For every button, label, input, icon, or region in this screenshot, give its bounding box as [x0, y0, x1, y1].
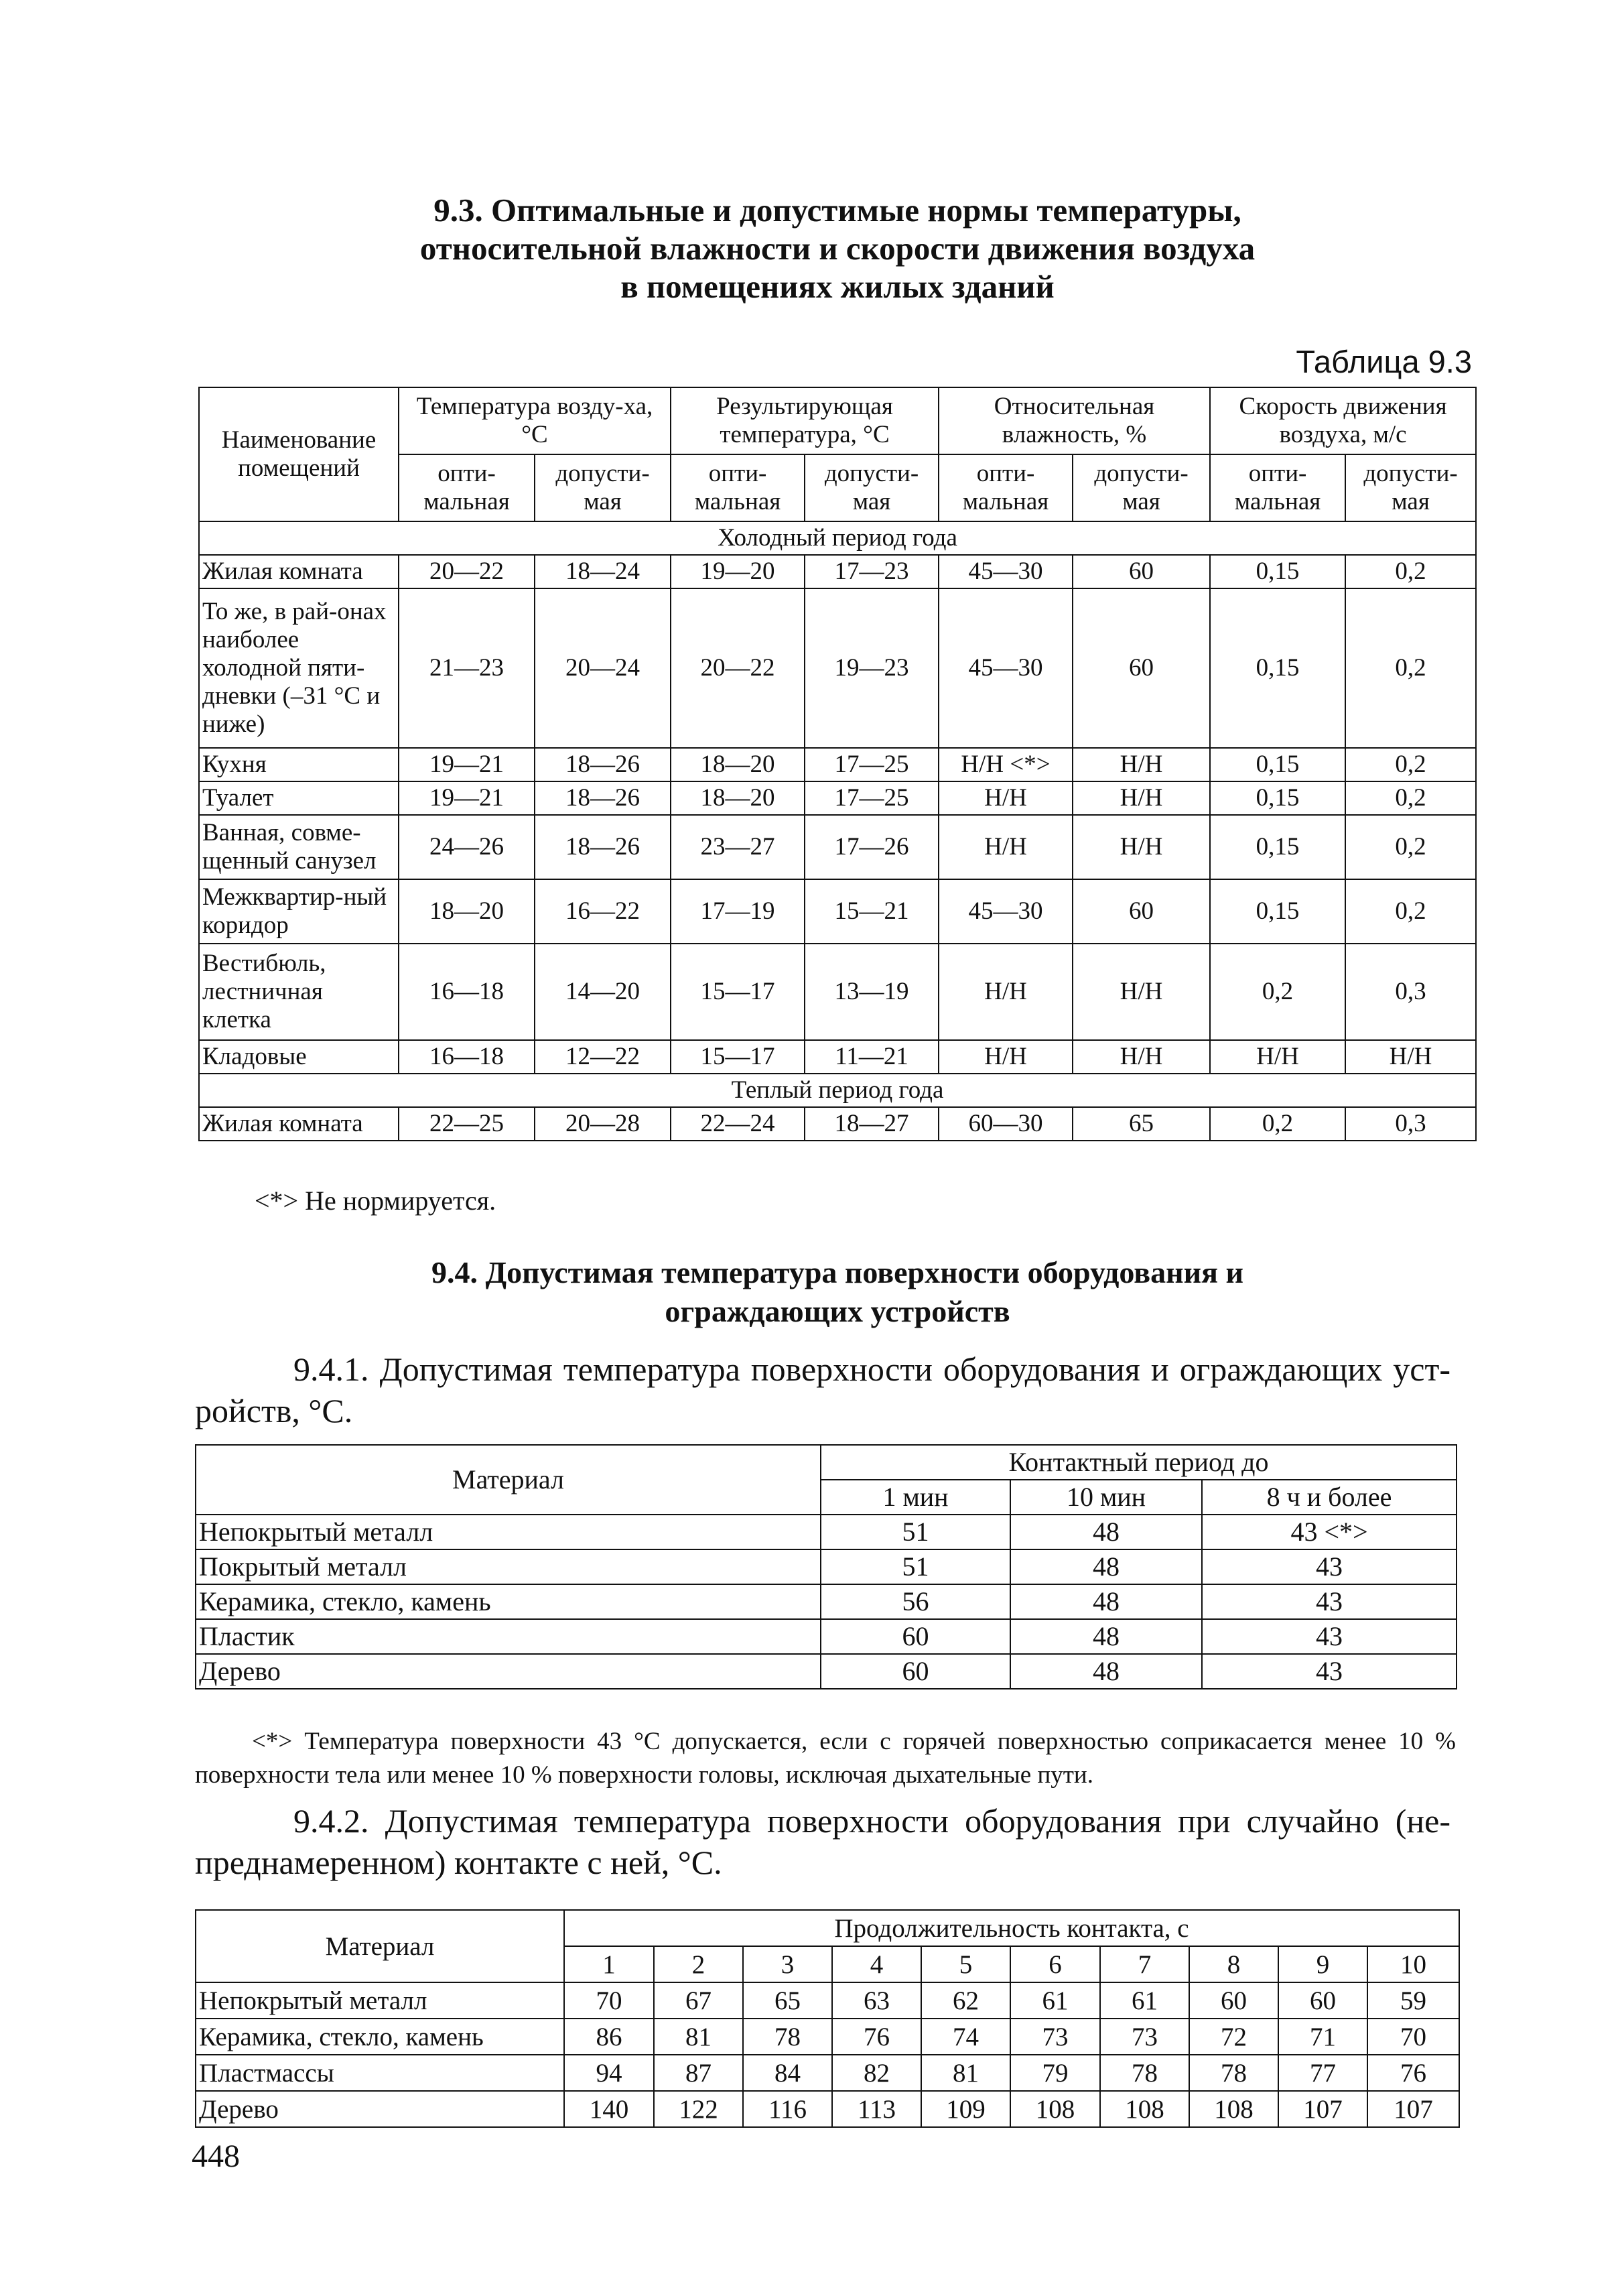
- value-cell: 43: [1202, 1619, 1457, 1654]
- value-cell: 0,2: [1210, 944, 1345, 1040]
- title-line: 9.3. Оптимальные и допустимые нормы температуры,: [433, 192, 1241, 229]
- value-cell: 0,2: [1345, 781, 1476, 815]
- value-cell: 20—28: [535, 1107, 671, 1141]
- value-cell: 0,2: [1345, 879, 1476, 944]
- page-number: 448: [192, 2139, 240, 2174]
- contact-period-table: [195, 1444, 1457, 1689]
- material-cell: Дерево: [196, 2091, 564, 2127]
- value-cell: Н/Н: [939, 781, 1073, 815]
- table-row: [196, 2091, 1459, 2127]
- room-name-cell: Жилая комната: [199, 555, 399, 588]
- value-cell: 18—20: [671, 781, 805, 815]
- title-line: в помещениях жилых зданий: [620, 268, 1055, 305]
- table-row: [196, 2019, 1459, 2055]
- value-cell: 24—26: [399, 815, 535, 879]
- value-cell: 17—23: [805, 555, 939, 588]
- seconds-cell: 1: [564, 1946, 654, 1982]
- material-header: Материал: [196, 1910, 564, 1982]
- value-cell: 79: [1010, 2055, 1100, 2091]
- value-cell: 108: [1010, 2091, 1100, 2127]
- value-cell: 48: [1010, 1654, 1202, 1689]
- value-cell: 0,3: [1345, 1107, 1476, 1141]
- room-name-cell: То же, в рай-онах наиболее холодной пяти-дневки (–31 °С и ниже): [199, 588, 399, 748]
- value-cell: 60: [821, 1619, 1010, 1654]
- sub-header: опти-мальная: [939, 454, 1073, 521]
- value-cell: 43: [1202, 1549, 1457, 1584]
- value-cell: 65: [1073, 1107, 1210, 1141]
- room-header-cell: Наименование помещений: [199, 387, 399, 521]
- value-cell: 15—17: [671, 944, 805, 1040]
- value-cell: 94: [564, 2055, 654, 2091]
- cold-period-row: Холодный период года: [199, 521, 1476, 555]
- value-cell: 19—23: [805, 588, 939, 748]
- value-cell: 140: [564, 2091, 654, 2127]
- warm-period-row: Теплый период года: [199, 1074, 1476, 1107]
- value-cell: 20—24: [535, 588, 671, 748]
- value-cell: 45—30: [939, 555, 1073, 588]
- value-cell: 108: [1189, 2091, 1278, 2127]
- value-cell: 17—19: [671, 879, 805, 944]
- group-header: Скорость движения воздуха, м/с: [1210, 387, 1476, 454]
- value-cell: 22—24: [671, 1107, 805, 1141]
- value-cell: 19—21: [399, 781, 535, 815]
- value-cell: 18—20: [399, 879, 535, 944]
- value-cell: 56: [821, 1584, 1010, 1619]
- sub-header: допусти-мая: [1073, 454, 1210, 521]
- value-cell: 60: [1073, 588, 1210, 748]
- value-cell: 81: [654, 2019, 743, 2055]
- period-cell: 10 мин: [1010, 1480, 1202, 1515]
- group-header: Относительная влажность, %: [939, 387, 1210, 454]
- value-cell: 51: [821, 1515, 1010, 1549]
- value-cell: 60: [1189, 1982, 1278, 2019]
- value-cell: 18—27: [805, 1107, 939, 1141]
- seconds-cell: 6: [1010, 1946, 1100, 1982]
- value-cell: 17—25: [805, 781, 939, 815]
- material-cell: Покрытый металл: [196, 1549, 821, 1584]
- value-cell: 43: [1202, 1654, 1457, 1689]
- seconds-cell: 2: [654, 1946, 743, 1982]
- seconds-cell: 4: [832, 1946, 921, 1982]
- value-cell: 74: [921, 2019, 1010, 2055]
- period-cell: 1 мин: [821, 1480, 1010, 1515]
- group-header: Температура возду-ха, °С: [399, 387, 671, 454]
- footnote-not-normalized: <*> Не нормируется.: [255, 1186, 496, 1216]
- value-cell: 0,2: [1345, 588, 1476, 748]
- seconds-cell: 5: [921, 1946, 1010, 1982]
- value-cell: 78: [1100, 2055, 1189, 2091]
- table-row: [199, 815, 1476, 879]
- period-cell: 8 ч и более: [1202, 1480, 1457, 1515]
- table-row: [196, 1549, 1457, 1584]
- seconds-cell: 7: [1100, 1946, 1189, 1982]
- value-cell: 108: [1100, 2091, 1189, 2127]
- value-cell: 77: [1278, 2055, 1367, 2091]
- footnote-43-degrees: <*> Температура поверхности 43 °С допускается, если с горячей поверхностью соприкасается менее 10 % поверхности тела или менее 10 % поверхности головы, исключая дыхательные пути.: [195, 1728, 1456, 1789]
- value-cell: 0,15: [1210, 588, 1345, 748]
- room-name-cell: Ванная, совме-щенный санузел: [199, 815, 399, 879]
- table-row: [196, 1515, 1457, 1549]
- value-cell: 72: [1189, 2019, 1278, 2055]
- contact-period-rows: [196, 1515, 1457, 1689]
- value-cell: Н/Н: [1345, 1040, 1476, 1074]
- table-row: [196, 1619, 1457, 1654]
- value-cell: 82: [832, 2055, 921, 2091]
- warm-period-rows: [199, 1107, 1476, 1141]
- value-cell: 18—24: [535, 555, 671, 588]
- value-cell: 45—30: [939, 588, 1073, 748]
- value-cell: 107: [1278, 2091, 1367, 2127]
- cold-period-rows: [199, 555, 1476, 1074]
- value-cell: 109: [921, 2091, 1010, 2127]
- room-name-cell: Кладовые: [199, 1040, 399, 1074]
- seconds-cell: 10: [1367, 1946, 1459, 1982]
- value-cell: 0,2: [1345, 748, 1476, 781]
- table-row: [196, 2055, 1459, 2091]
- contact-duration-rows: [196, 1982, 1459, 2127]
- value-cell: 76: [1367, 2055, 1459, 2091]
- table-row: [199, 879, 1476, 944]
- value-cell: 59: [1367, 1982, 1459, 2019]
- value-cell: 11—21: [805, 1040, 939, 1074]
- value-cell: 73: [1100, 2019, 1189, 2055]
- value-cell: 0,3: [1345, 944, 1476, 1040]
- value-cell: 19—20: [671, 555, 805, 588]
- value-cell: 60—30: [939, 1107, 1073, 1141]
- value-cell: 61: [1010, 1982, 1100, 2019]
- value-cell: Н/Н: [939, 944, 1073, 1040]
- sub-header: опти-мальная: [671, 454, 805, 521]
- sub-header: допусти-мая: [535, 454, 671, 521]
- value-cell: 43: [1202, 1584, 1457, 1619]
- value-cell: 65: [743, 1982, 832, 2019]
- seconds-cell: 3: [743, 1946, 832, 1982]
- material-cell: Пластмассы: [196, 2055, 564, 2091]
- value-cell: 19—21: [399, 748, 535, 781]
- value-cell: 48: [1010, 1515, 1202, 1549]
- section-9-4-title: [281, 1253, 1394, 1331]
- group-header: Результирующая температура, °С: [671, 387, 939, 454]
- value-cell: Н/Н: [1073, 815, 1210, 879]
- paragraph-9-4-1: 9.4.1. Допустимая температура поверхности оборудования и ограждающих уст-ройств, °С.: [195, 1350, 1450, 1429]
- value-cell: 122: [654, 2091, 743, 2127]
- room-name-cell: Межквартир-ный коридор: [199, 879, 399, 944]
- material-cell: Керамика, стекло, камень: [196, 2019, 564, 2055]
- table-row: [196, 1654, 1457, 1689]
- title-line: относительной влажности и скорости движения воздуха: [419, 230, 1256, 267]
- value-cell: 62: [921, 1982, 1010, 2019]
- value-cell: 18—26: [535, 748, 671, 781]
- value-cell: 14—20: [535, 944, 671, 1040]
- material-header: Материал: [196, 1445, 821, 1515]
- value-cell: 48: [1010, 1584, 1202, 1619]
- value-cell: 0,15: [1210, 781, 1345, 815]
- value-cell: 0,15: [1210, 555, 1345, 588]
- value-cell: 16—22: [535, 879, 671, 944]
- room-name-cell: Туалет: [199, 781, 399, 815]
- seconds-cell: 9: [1278, 1946, 1367, 1982]
- value-cell: 15—17: [671, 1040, 805, 1074]
- material-cell: Непокрытый металл: [196, 1982, 564, 2019]
- value-cell: 78: [743, 2019, 832, 2055]
- value-cell: 15—21: [805, 879, 939, 944]
- table-row: [199, 588, 1476, 748]
- value-cell: 48: [1010, 1619, 1202, 1654]
- table-row: [199, 944, 1476, 1040]
- value-cell: Н/Н: [1073, 944, 1210, 1040]
- sub-header: опти-мальная: [399, 454, 535, 521]
- table-row: [196, 1982, 1459, 2019]
- value-cell: 76: [832, 2019, 921, 2055]
- value-cell: 61: [1100, 1982, 1189, 2019]
- value-cell: 81: [921, 2055, 1010, 2091]
- table-row: [199, 781, 1476, 815]
- duration-header: Продолжительность контакта, с: [564, 1910, 1459, 1946]
- table-caption: Таблица 9.3: [1296, 344, 1472, 379]
- title-line: 9.4. Допустимая температура поверхности оборудования и: [431, 1255, 1243, 1289]
- value-cell: 0,15: [1210, 879, 1345, 944]
- table-row: [199, 1040, 1476, 1074]
- value-cell: 0,2: [1210, 1107, 1345, 1141]
- value-cell: 18—26: [535, 815, 671, 879]
- value-cell: 116: [743, 2091, 832, 2127]
- value-cell: 107: [1367, 2091, 1459, 2127]
- value-cell: 60: [821, 1654, 1010, 1689]
- material-cell: Дерево: [196, 1654, 821, 1689]
- value-cell: 84: [743, 2055, 832, 2091]
- value-cell: Н/Н: [1073, 1040, 1210, 1074]
- value-cell: 0,15: [1210, 748, 1345, 781]
- value-cell: 17—26: [805, 815, 939, 879]
- title-line: ограждающих устройств: [665, 1294, 1010, 1328]
- value-cell: 43 <*>: [1202, 1515, 1457, 1549]
- value-cell: 78: [1189, 2055, 1278, 2091]
- value-cell: 63: [832, 1982, 921, 2019]
- room-name-cell: Кухня: [199, 748, 399, 781]
- material-cell: Пластик: [196, 1619, 821, 1654]
- value-cell: 86: [564, 2019, 654, 2055]
- room-name-cell: Жилая комната: [199, 1107, 399, 1141]
- value-cell: 87: [654, 2055, 743, 2091]
- value-cell: 20—22: [399, 555, 535, 588]
- contact-duration-table: [195, 1909, 1460, 2128]
- value-cell: 18—20: [671, 748, 805, 781]
- value-cell: 17—25: [805, 748, 939, 781]
- table-row: [196, 1584, 1457, 1619]
- material-cell: Непокрытый металл: [196, 1515, 821, 1549]
- sub-header: допусти-мая: [805, 454, 939, 521]
- value-cell: Н/Н: [1073, 781, 1210, 815]
- value-cell: 60: [1073, 555, 1210, 588]
- section-9-3-title: [281, 191, 1394, 306]
- value-cell: 70: [1367, 2019, 1459, 2055]
- value-cell: Н/Н <*>: [939, 748, 1073, 781]
- value-cell: 45—30: [939, 879, 1073, 944]
- value-cell: 67: [654, 1982, 743, 2019]
- material-cell: Керамика, стекло, камень: [196, 1584, 821, 1619]
- value-cell: 16—18: [399, 944, 535, 1040]
- seconds-cell: 8: [1189, 1946, 1278, 1982]
- paragraph-9-4-2: 9.4.2. Допустимая температура поверхности оборудования при случайно (не-преднамеренном) контакте с ней, °С.: [195, 1802, 1450, 1881]
- value-cell: Н/Н: [939, 815, 1073, 879]
- value-cell: 21—23: [399, 588, 535, 748]
- value-cell: 0,2: [1345, 555, 1476, 588]
- value-cell: 0,2: [1345, 815, 1476, 879]
- value-cell: 23—27: [671, 815, 805, 879]
- value-cell: Н/Н: [1073, 748, 1210, 781]
- value-cell: 51: [821, 1549, 1010, 1584]
- table-row: [199, 1107, 1476, 1141]
- value-cell: 12—22: [535, 1040, 671, 1074]
- value-cell: 73: [1010, 2019, 1100, 2055]
- value-cell: 22—25: [399, 1107, 535, 1141]
- value-cell: Н/Н: [939, 1040, 1073, 1074]
- table-9-3: [198, 387, 1477, 1141]
- value-cell: 70: [564, 1982, 654, 2019]
- value-cell: 13—19: [805, 944, 939, 1040]
- value-cell: 60: [1278, 1982, 1367, 2019]
- value-cell: 0,15: [1210, 815, 1345, 879]
- table-row: [199, 748, 1476, 781]
- room-name-cell: Вестибюль, лестничная клетка: [199, 944, 399, 1040]
- value-cell: 60: [1073, 879, 1210, 944]
- table-row: [199, 555, 1476, 588]
- value-cell: 20—22: [671, 588, 805, 748]
- period-header: Контактный период до: [821, 1445, 1457, 1480]
- value-cell: 71: [1278, 2019, 1367, 2055]
- sub-header: допусти-мая: [1345, 454, 1476, 521]
- value-cell: 48: [1010, 1549, 1202, 1584]
- value-cell: 113: [832, 2091, 921, 2127]
- sub-header: опти-мальная: [1210, 454, 1345, 521]
- value-cell: 18—26: [535, 781, 671, 815]
- value-cell: 16—18: [399, 1040, 535, 1074]
- value-cell: Н/Н: [1210, 1040, 1345, 1074]
